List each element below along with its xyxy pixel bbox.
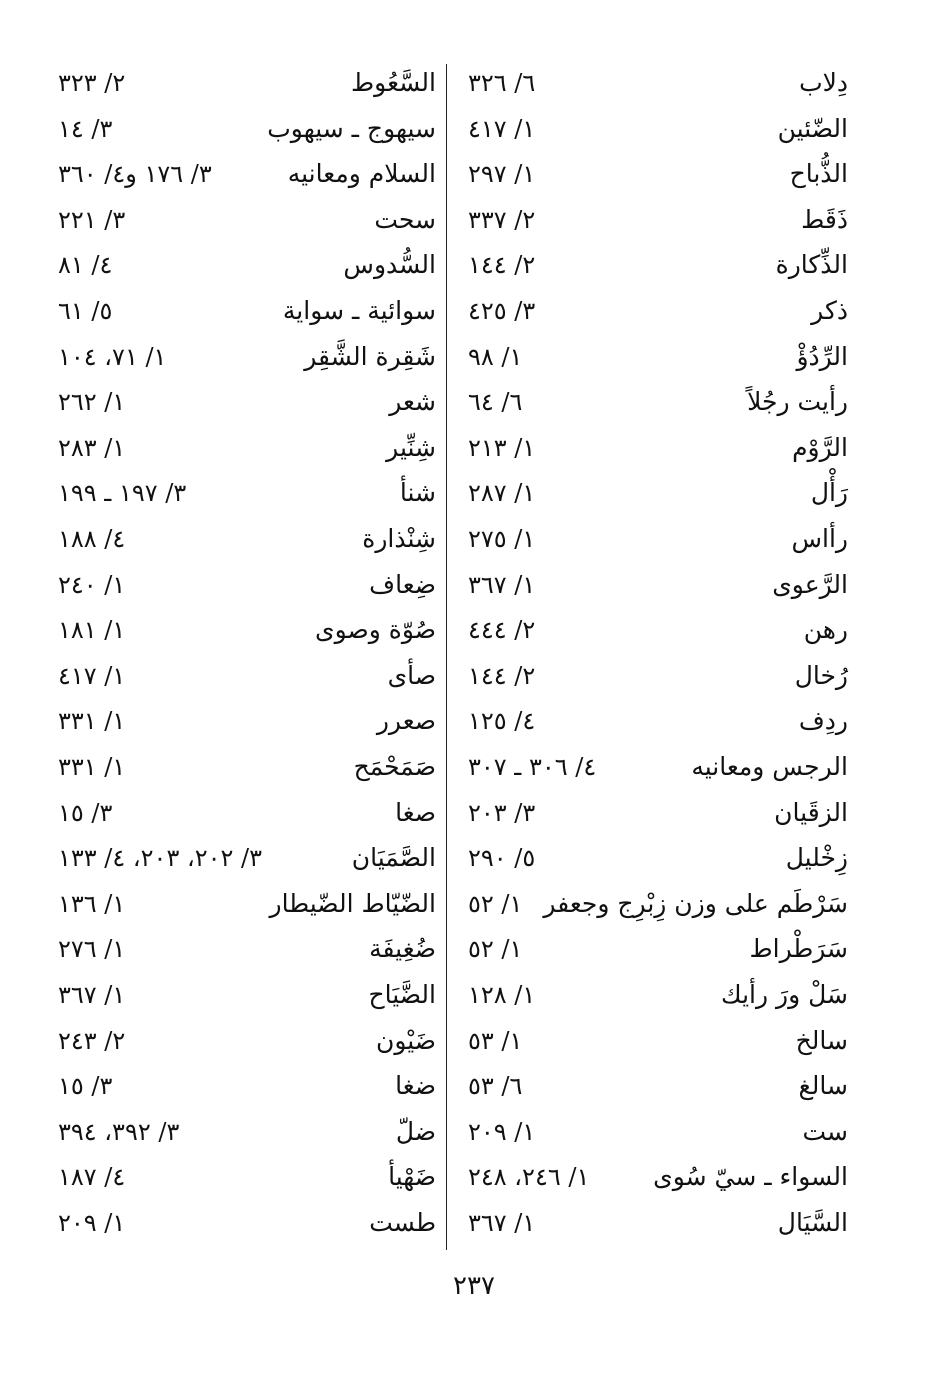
index-reference: ٣/ ١٩٧ ـ ١٩٩ — [58, 479, 187, 508]
index-reference: ١/ ٣٦٧ — [58, 981, 126, 1009]
index-term: شَقِرة الشَّقِر — [304, 341, 436, 371]
index-reference: ٢/ ١٤٤ — [468, 251, 536, 280]
index-term: سالخ — [795, 1025, 848, 1055]
index-reference: ٣/ ٢٠٢، ٢٠٣، ٤/ ١٣٣ — [58, 844, 262, 873]
index-entry — [48, 242, 436, 288]
index-reference: ١/ ٢٤٠ — [58, 570, 126, 599]
index-term: السُّدوس — [343, 250, 436, 280]
index-term: ضغا — [395, 1071, 436, 1101]
index-term: طست — [369, 1208, 436, 1237]
index-term: رأيت رجُلاً — [747, 387, 848, 417]
index-term: ضلّ — [395, 1116, 436, 1146]
index-entry — [48, 607, 436, 653]
index-entry — [48, 60, 436, 106]
index-entry — [48, 790, 436, 836]
index-reference: ١/ ٢٨٧ — [468, 479, 536, 508]
index-reference: ٦/ ٦٤ — [468, 388, 523, 417]
index-entry — [446, 197, 848, 243]
index-entry — [446, 562, 848, 608]
index-reference: ٣/ ٢٠٣ — [468, 798, 536, 827]
index-term: شِنِّير — [386, 432, 436, 462]
index-term: دِلاب — [799, 68, 848, 97]
index-term: رُخال — [794, 660, 848, 690]
index-entry — [48, 1109, 436, 1155]
index-term: الضّيّاط الضّيطار — [269, 888, 436, 918]
index-term: الرجس ومعانيه — [691, 752, 848, 781]
index-entry — [446, 1018, 848, 1064]
index-reference: ١/ ٢٦٢ — [58, 388, 126, 417]
index-entry — [446, 1200, 848, 1246]
index-term: سَلْ ورَ رأيك — [721, 980, 848, 1009]
index-term: سيهوج ـ سيهوب — [267, 113, 436, 143]
index-reference: ٦/ ٣٢٦ — [468, 69, 536, 97]
index-reference: ١/ ٥٢ — [468, 889, 523, 918]
index-reference: ١/ ٩٨ — [468, 342, 523, 371]
index-entry — [446, 653, 848, 699]
index-term: صغا — [395, 797, 436, 827]
index-entry — [446, 835, 848, 881]
index-entry — [446, 790, 848, 836]
index-reference: ٤/ ٨١ — [58, 251, 113, 280]
index-term: رَأْل — [810, 478, 848, 508]
index-reference: ١/ ٢٩٧ — [468, 160, 536, 189]
index-reference: ٤/ ٣٠٦ ـ ٣٠٧ — [468, 753, 597, 781]
index-reference: ٣/ ٤٢٥ — [468, 297, 536, 325]
index-entry — [446, 242, 848, 288]
index-term: السواء ـ سيّ سُوى — [653, 1162, 848, 1192]
index-entry — [446, 881, 848, 927]
index-reference: ٣/ ٢٢١ — [58, 205, 126, 234]
index-entry — [48, 698, 436, 744]
index-term: شنأ — [399, 478, 436, 508]
index-entry — [446, 698, 848, 744]
index-reference: ٣/ ١٤ — [58, 114, 113, 143]
index-term: سالغ — [798, 1071, 848, 1101]
index-entry — [48, 516, 436, 562]
index-entry — [446, 744, 848, 790]
index-reference: ١/ ٣٣١ — [58, 753, 126, 781]
index-term: الرِّدُؤْ — [796, 341, 848, 371]
index-term: ست — [802, 1116, 848, 1146]
index-entry — [446, 425, 848, 471]
index-term: شعر — [389, 387, 436, 417]
index-reference: ٥/ ٦١ — [58, 297, 113, 325]
index-term: صعرر — [376, 706, 436, 736]
index-term: الرَّوْم — [792, 432, 848, 462]
index-reference: ٣/ ١٥ — [58, 1072, 113, 1101]
index-entry — [48, 744, 436, 790]
index-entry — [48, 653, 436, 699]
index-reference: ٢/ ٢٤٣ — [58, 1026, 126, 1055]
index-entry — [48, 1200, 436, 1246]
index-entry — [446, 1154, 848, 1200]
index-reference: ٢/ ٣٢٣ — [58, 69, 126, 97]
index-entry — [446, 60, 848, 106]
index-term: صُوّة وصوى — [315, 615, 436, 645]
index-reference: ١/ ٣٦٧ — [468, 570, 536, 599]
index-reference: ٢/ ٤٤٤ — [468, 616, 536, 645]
index-term: سَرْطَم على وزن زِبْرِج وجعفر — [543, 888, 848, 918]
index-entry — [446, 334, 848, 380]
index-entry — [48, 972, 436, 1018]
index-entry — [48, 1063, 436, 1109]
index-entry — [48, 425, 436, 471]
index-entry — [446, 926, 848, 972]
index-entry — [446, 288, 848, 334]
index-entry — [446, 379, 848, 425]
index-term: سوائية ـ سواية — [282, 296, 436, 325]
index-reference: ٢/ ١٤٤ — [468, 661, 536, 690]
index-term: سَرَطْراط — [749, 934, 848, 964]
index-term: زِخْليل — [785, 843, 848, 873]
index-entry — [48, 334, 436, 380]
index-reference: ٤/ ١٢٥ — [468, 707, 536, 736]
index-entry — [48, 881, 436, 927]
index-entry — [446, 1063, 848, 1109]
index-term: السَّيَال — [777, 1208, 848, 1237]
index-reference: ١/ ٣٦٧ — [468, 1209, 536, 1237]
index-term: ضِعاف — [369, 569, 436, 599]
column-divider — [446, 64, 447, 1250]
index-entry — [446, 470, 848, 516]
index-term: صَمَحْمَح — [353, 752, 436, 781]
index-reference: ١/ ٢٤٦، ٢٤٨ — [468, 1163, 590, 1192]
index-term: ضُغِيفَة — [369, 934, 436, 964]
index-reference: ١/ ٣٣١ — [58, 707, 126, 736]
index-entry — [48, 106, 436, 152]
index-reference: ٣/ ٣٩٢، ٣٩٤ — [58, 1117, 180, 1146]
index-term: الصَّمَيَان — [351, 843, 436, 873]
index-reference: ٣/ ١٧٦ و٤/ ٣٦٠ — [58, 160, 212, 189]
index-reference: ١/ ٢٨٣ — [58, 433, 126, 462]
index-reference: ١/ ٢٧٥ — [468, 525, 536, 553]
index-term: ضَيْون — [375, 1025, 436, 1055]
index-term: ضَهْيأ — [388, 1162, 436, 1192]
index-term: الذِّكارة — [775, 250, 848, 280]
index-term: سحت — [374, 204, 436, 234]
index-entry — [48, 470, 436, 516]
index-term: ذكر — [811, 296, 848, 325]
index-entry — [48, 1154, 436, 1200]
index-term: رأاس — [791, 524, 848, 553]
index-entry — [446, 106, 848, 152]
index-reference: ١/ ٢١٣ — [468, 433, 536, 462]
index-term: شِنْذارة — [362, 524, 436, 553]
index-term: صأى — [387, 660, 436, 690]
index-entry — [48, 197, 436, 243]
index-reference: ١/ ٢٧٦ — [58, 935, 126, 964]
index-term: الذُّباح — [789, 159, 848, 189]
index-reference: ١/ ٤١٧ — [58, 661, 126, 690]
index-reference: ١/ ١٨١ — [58, 616, 126, 645]
index-entry — [48, 151, 436, 197]
index-term: ردِف — [798, 706, 848, 736]
index-entry — [48, 926, 436, 972]
index-term: ذَقَط — [801, 204, 848, 234]
index-entry — [446, 516, 848, 562]
index-term: الرَّعوى — [772, 569, 848, 599]
index-reference: ٤/ ١٨٧ — [58, 1163, 126, 1192]
index-entry — [446, 151, 848, 197]
index-entry — [48, 288, 436, 334]
index-term: رهن — [803, 615, 848, 645]
index-entry — [446, 607, 848, 653]
index-term: الضَّيَاح — [368, 980, 436, 1009]
index-entry — [48, 379, 436, 425]
index-reference: ١/ ٧١، ١٠٤ — [58, 342, 167, 371]
index-reference: ١/ ٥٢ — [468, 935, 523, 964]
index-term: الزقَيان — [774, 797, 848, 827]
index-reference: ١/ ١٢٨ — [468, 981, 536, 1009]
index-entry — [446, 972, 848, 1018]
index-reference: ٢/ ٣٣٧ — [468, 205, 536, 234]
index-term: الضّئين — [777, 113, 848, 143]
index-entry — [48, 562, 436, 608]
index-reference: ٦/ ٥٣ — [468, 1072, 523, 1101]
index-entry — [48, 835, 436, 881]
index-reference: ١/ ٢٠٩ — [58, 1209, 126, 1237]
index-reference: ١/ ١٣٦ — [58, 889, 126, 918]
index-reference: ١/ ٤١٧ — [468, 114, 536, 143]
index-term: السَّعُوط — [351, 68, 436, 97]
index-entry — [48, 1018, 436, 1064]
index-term: السلام ومعانيه — [287, 159, 436, 189]
index-reference: ٣/ ١٥ — [58, 798, 113, 827]
index-reference: ١/ ٥٣ — [468, 1026, 523, 1055]
index-entry — [446, 1109, 848, 1155]
index-reference: ١/ ٢٠٩ — [468, 1117, 536, 1146]
page-number: ٢٣٧ — [453, 1271, 495, 1301]
index-reference: ٥/ ٢٩٠ — [468, 844, 536, 873]
index-reference: ٤/ ١٨٨ — [58, 525, 126, 553]
